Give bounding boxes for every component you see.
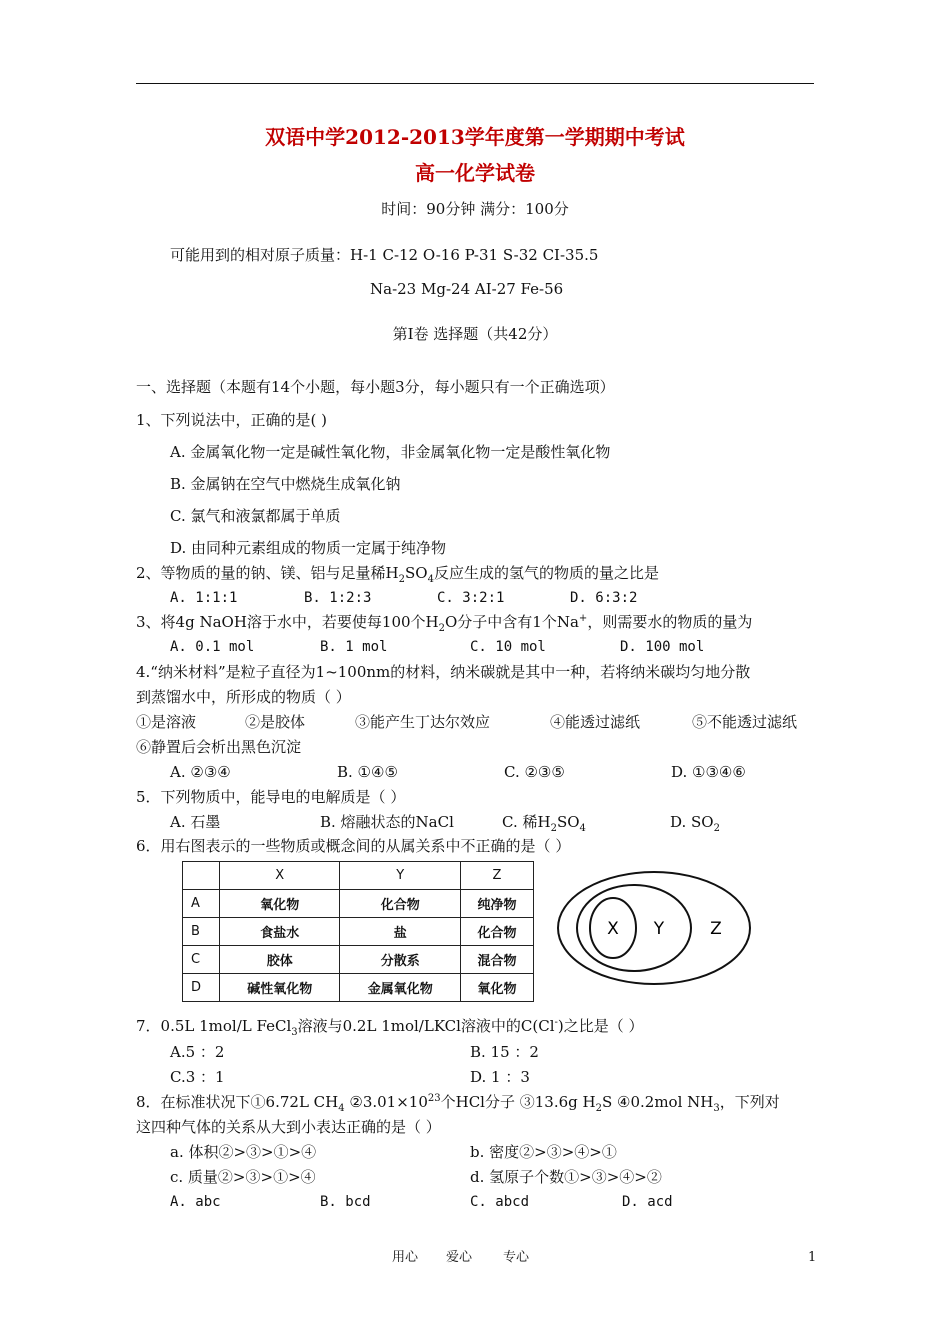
venn-diagram <box>556 868 756 988</box>
table-header-cell: Y <box>340 862 460 890</box>
paper-title: 高一化学试卷 <box>415 161 535 185</box>
q7-option-c: C.3 ：1 <box>170 1068 225 1086</box>
footer-text-2: 爱心 <box>446 1250 473 1265</box>
q8-option-c: C. abcd <box>470 1194 530 1210</box>
table-cell: 混合物 <box>460 946 533 974</box>
table-header-cell: X <box>220 862 340 890</box>
table-cell: D <box>183 974 220 1002</box>
q5-option-b: B. 熔融状态的NaCl <box>320 813 454 831</box>
table-cell: B <box>183 918 220 946</box>
q3-option-c: C. 10 mol <box>470 639 546 655</box>
q4-statement-2: ②是胶体 <box>245 713 306 731</box>
q4-option-c: C. ②③⑤ <box>504 763 565 781</box>
venn-label-x: X <box>607 919 619 939</box>
q8-statement-d: d. 氢原子个数①>③>④>② <box>470 1168 662 1186</box>
q4-statement-3: ③能产生丁达尔效应 <box>355 713 491 731</box>
table-cell: 分散系 <box>340 946 460 974</box>
q8-stem-line-1: 8．在标准状况下①6.72L $CH_4$ $②3.01\times 10^{23}$个HCl分子 ③13.6g $H_2S$ ④0.2mol $NH_3$，下列对 <box>136 1093 780 1114</box>
table-cell: 碱性氧化物 <box>220 974 340 1002</box>
q8-option-b: B. bcd <box>320 1194 371 1210</box>
q8-statement-c: c. 质量②>③>①>④ <box>170 1168 316 1186</box>
section-title: 第Ⅰ卷 选择题（共42分） <box>392 325 558 343</box>
q6-stem: 6．用右图表示的一些物质或概念间的从属关系中不正确的是（ ） <box>136 837 571 855</box>
table-row <box>183 946 534 974</box>
table-cell: A <box>183 890 220 918</box>
q2-option-a: A. 1:1:1 <box>170 590 238 606</box>
q8-statement-b: b. 密度②>③>④>① <box>470 1143 617 1161</box>
q7-option-a: A.5 ：2 <box>170 1043 225 1061</box>
q3-option-b: B. 1 mol <box>320 639 388 655</box>
middle-set-y <box>577 885 691 971</box>
q1-option-a: A. 金属氧化物一定是碱性氧化物，非金属氧化物一定是酸性氧化物 <box>170 443 611 461</box>
venn-label-z: Z <box>710 919 722 939</box>
table-header-cell: Z <box>460 862 533 890</box>
q8-statement-a: a. 体积②>③>①>④ <box>170 1143 317 1161</box>
q8-option-a: A. abc <box>170 1194 221 1210</box>
q4-statement-6: ⑥静置后会析出黑色沉淀 <box>136 738 302 756</box>
table-row <box>183 974 534 1002</box>
q5-option-d: D. $SO_2$ <box>670 813 720 834</box>
q4-option-d: D. ①③④⑥ <box>671 763 746 781</box>
q1-option-b: B. 金属钠在空气中燃烧生成氧化钠 <box>170 475 401 493</box>
q2-stem: 2、等物质的量的钠、镁、铝与足量稀$H_2SO_4$反应生成的氢气的物质的量之比是 <box>136 564 659 585</box>
q4-statement-4: ④能透过滤纸 <box>550 713 641 731</box>
table-header-row <box>183 862 534 890</box>
q3-stem: 3、将4g NaOH溶于水中，若要使每100个$H_2O$分子中含有1个Na+，则需要水的物质的量为 <box>136 613 753 634</box>
header-rule <box>136 83 814 84</box>
q3-option-a: A. 0.1 mol <box>170 639 255 655</box>
table-cell: 化合物 <box>340 890 460 918</box>
q8-option-d: D. acd <box>622 1194 673 1210</box>
venn-label-y: Y <box>653 919 665 939</box>
table-row <box>183 918 534 946</box>
q4-statement-5: ⑤不能透过滤纸 <box>692 713 798 731</box>
q4-statement-1: ①是溶液 <box>136 713 197 731</box>
q4-option-b: B. ①④⑤ <box>337 763 398 781</box>
atomic-mass-line-2: Na-23 Mg-24 AI-27 Fe-56 <box>370 280 564 298</box>
table-cell: 盐 <box>340 918 460 946</box>
table-cell: 胶体 <box>220 946 340 974</box>
q4-option-a: A. ②③④ <box>170 763 231 781</box>
table-cell: 食盐水 <box>220 918 340 946</box>
part1-heading: 一、选择题（本题有14个小题，每小题3分，每小题只有一个正确选项） <box>136 378 615 396</box>
q3-option-d: D. 100 mol <box>620 639 705 655</box>
footer-text-3: 专心 <box>503 1250 530 1265</box>
q4-stem-line-2: 到蒸馏水中，所形成的物质（ ） <box>136 688 351 706</box>
table-header-cell <box>183 862 220 890</box>
q5-option-c: C. 稀$H_2SO_4$ <box>502 813 586 834</box>
q1-stem: 1、下列说法中，正确的是( ) <box>136 411 328 429</box>
q2-option-b: B. 1:2:3 <box>304 590 372 606</box>
q2-option-c: C. 3:2:1 <box>437 590 505 606</box>
q1-option-d: D. 由同种元素组成的物质一定属于纯净物 <box>170 539 447 557</box>
q8-stem-line-2: 这四种气体的关系从大到小表达正确的是（ ） <box>136 1118 441 1136</box>
q1-option-c: C. 氯气和液氯都属于单质 <box>170 507 341 525</box>
q5-stem: 5．下列物质中，能导电的电解质是（ ） <box>136 788 406 806</box>
atomic-mass-line-1: 可能用到的相对原子质量：H-1 C-12 O-16 P-31 S-32 CI-35.5 <box>170 246 599 264</box>
table-row <box>183 890 534 918</box>
table-cell: C <box>183 946 220 974</box>
q2-option-d: D. 6:3:2 <box>570 590 638 606</box>
q4-stem-line-1: 4.“纳米材料”是粒子直径为1~100nm的材料，纳米碳就是其中一种，若将纳米碳均匀地分散 <box>136 663 751 681</box>
classification-table <box>182 861 534 1002</box>
q7-option-d: D. 1 ：3 <box>470 1068 530 1086</box>
q7-stem: 7．0.5L 1mol/L FeCl$_3$溶液与0.2L 1mol/LKCl溶液中的C(Cl-)之比是（ ） <box>136 1017 644 1038</box>
table-cell: 氧化物 <box>460 974 533 1002</box>
q5-option-a: A. 石墨 <box>170 813 221 831</box>
table-cell: 纯净物 <box>460 890 533 918</box>
table-cell: 化合物 <box>460 918 533 946</box>
exam-title: 双语中学2012-2013学年度第一学期期中考试 <box>265 125 685 149</box>
q7-option-b: B. 15 ：2 <box>470 1043 539 1061</box>
exam-info: 时间：90分钟 满分：100分 <box>381 200 569 218</box>
table-cell: 氧化物 <box>220 890 340 918</box>
footer-text-1: 用心 <box>392 1250 419 1265</box>
table-cell: 金属氧化物 <box>340 974 460 1002</box>
page-number: 1 <box>808 1250 817 1265</box>
